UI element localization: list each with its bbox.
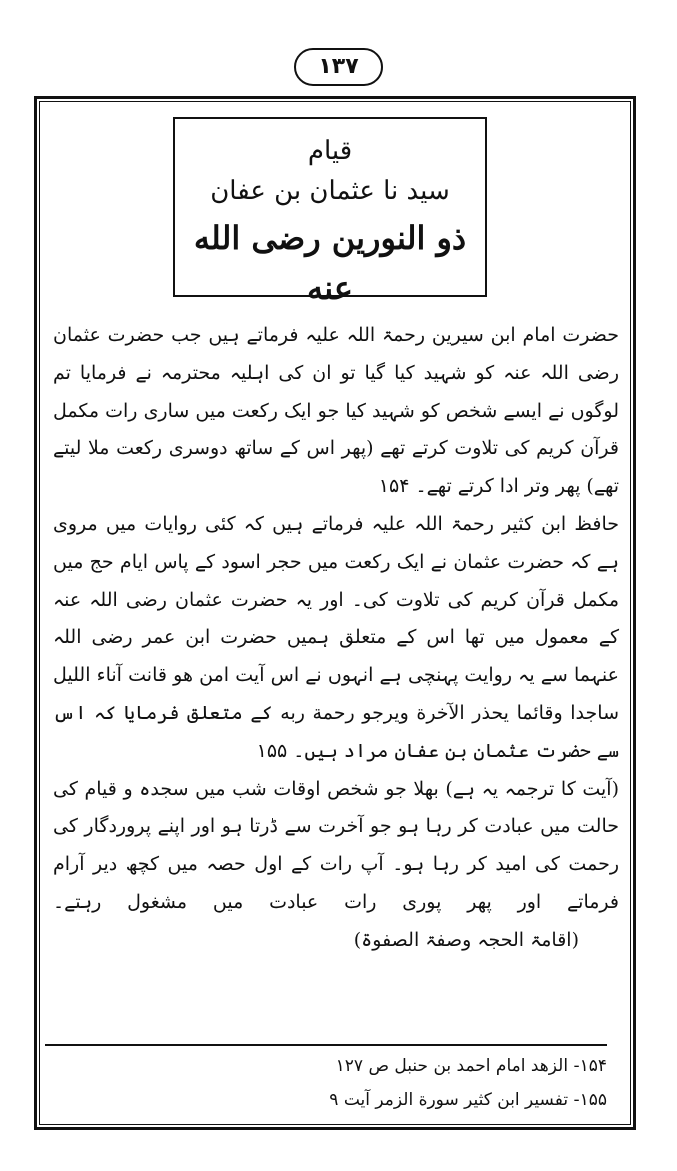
paragraph-1: حضرت امام ابن سیرین رحمۃ اللہ علیہ فرماتے ہیں جب حضرت عثمان رضی اللہ عنہ کو شہید کیا گیا تو ان کی اہلیہ محترمہ نے فرمایا تم لوگوں نے ایسے شخص کو شہید کیا جو ایک رکعت میں ساری رات مکمل قرآن کریم کی تلاوت کرتے تھے (پھر اس کے ساتھ دوسری رکعت ملا لیتے تھے) پھر وتر ادا کرتے تھے۔ ۱۵۴ — [53, 324, 619, 498]
paragraph-2-text: حافظ ابن کثیر رحمۃ اللہ علیہ فرماتے ہیں کہ کئی روایات میں مروی ہے کہ حضرت عثمان نے ایک رکعت میں حجر اسود کے پاس ایام حج میں مکمل قرآن کریم کی تلاوت کی۔ اور یہ حضرت عثمان رضی اللہ عنہ کے معمول میں تھا اس کے متعلق ہمیں حضرت ابن عمر رضی اللہ عنہما سے یہ روایت پہنچی ہے انہوں نے اس آیت — [53, 512, 619, 687]
footnote-154: ۱۵۴- الزهد امام احمد بن حنبل ص ۱۲۷ — [335, 1056, 607, 1076]
title-box — [173, 117, 487, 307]
quranic-verse: امن هو قانت آناء الليل ساجدا وقائما يحذر الآخرة ويرجو رحمة ربه — [53, 664, 619, 724]
citation: (اقامۃ الحجہ وصفۃ الصفوۃ) — [353, 928, 579, 951]
heading-line-2: سید نا عثمان بن عفان — [210, 176, 450, 206]
body-text — [53, 317, 619, 960]
page-frame — [34, 96, 636, 1130]
footnotes — [57, 1049, 607, 1117]
paragraph-2-tail: کے متعلق فرمایا کہ اس سے حضرت عثمان بن عفان مراد ہیں۔ ۱۵۵ — [53, 701, 619, 762]
footnote-divider — [45, 1044, 607, 1046]
page-number: ۱۳۷ — [294, 48, 382, 86]
paragraph-3 — [53, 771, 619, 960]
page-number-container — [0, 48, 677, 86]
paragraph-3-text: (آیت کا ترجمہ یہ ہے) بھلا جو شخص اوقات شب میں سجدہ و قیام کی حالت میں عبادت کر رہا ہو جو آخرت سے ڈرتا ہو اور اپنے پروردگار کی رحمت کی امید کر رہا ہو۔ آپ رات کے اول حصہ میں کچھ دیر آرام فرماتے اور پھر پوری رات عبادت میں مشغول رہتے۔ — [53, 777, 619, 913]
heading-line-1: قیام — [307, 136, 353, 166]
heading-line-3: ذو النورین رضی الله عنه — [193, 219, 467, 307]
paragraph-2 — [53, 506, 619, 771]
footnote-155: ۱۵۵- تفسير ابن كثير سورة الزمر آيت ۹ — [329, 1090, 607, 1110]
